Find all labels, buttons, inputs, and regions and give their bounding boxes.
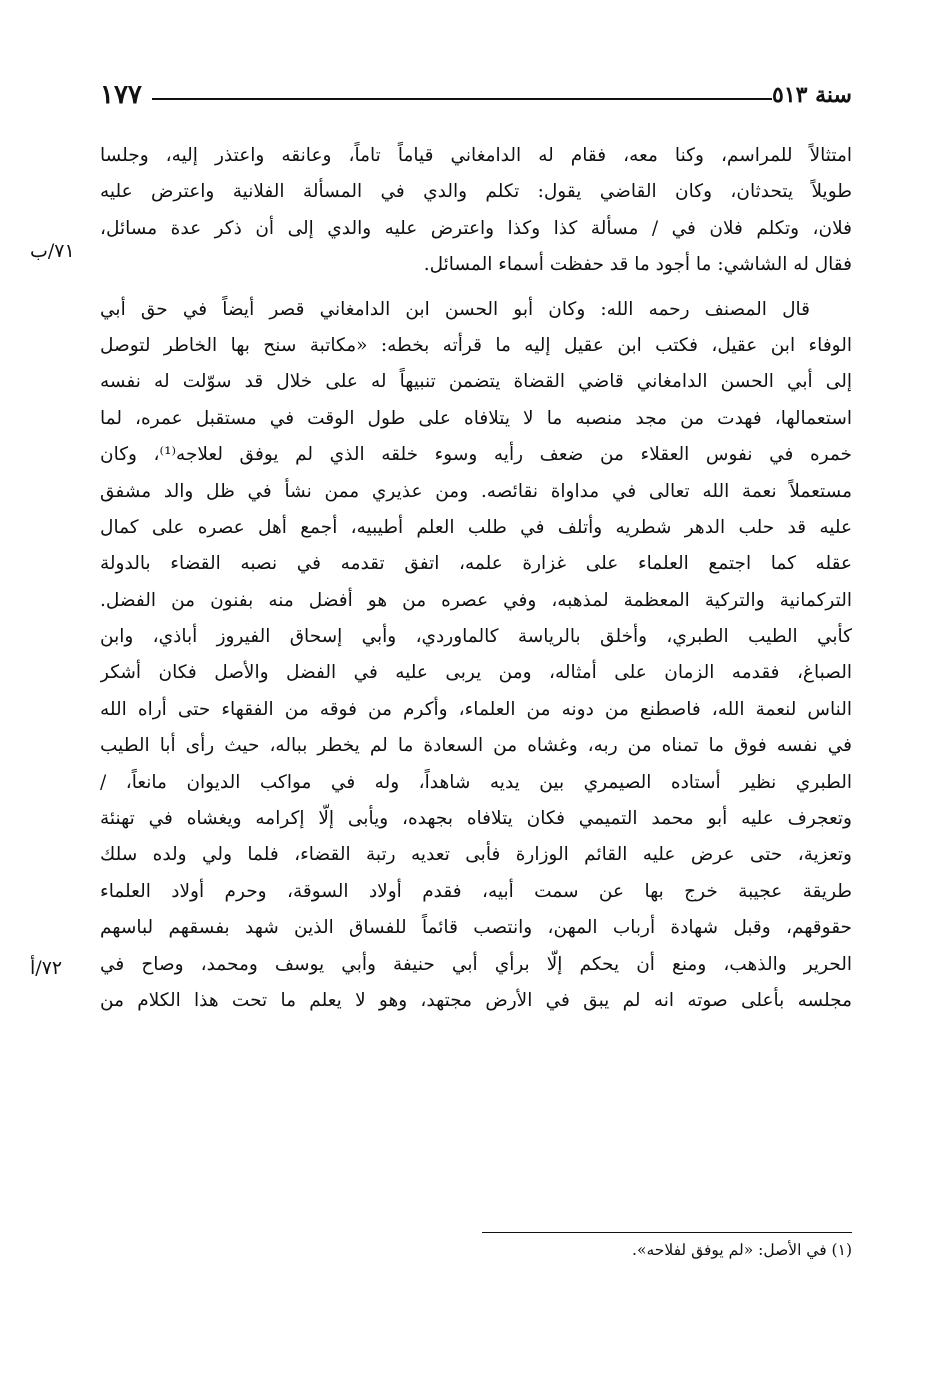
text-line: الناس لنعمة الله، فاصطنع من دونه من العلماء، وأكرم من فوقه من الفقهاء حتى أراه الله: [100, 698, 852, 720]
main-text: [100, 138, 852, 1019]
text-line: مجلسه بأعلى صوته انه لم يبق في الأرض مجتهد، وهو لا يعلم ما تحت هذا الكلام من: [100, 989, 852, 1011]
text-line: استعمالها، فهدت من مجد منصبه ما لا يتلافاه على طول الوقت في مستقبل عمره، لما: [100, 407, 852, 429]
text-line: الوفاء ابن عقيل، فكتب ابن عقيل إليه ما قرأته بخطه: «مكاتبة سنح بها الخاطر لتوصل: [100, 334, 852, 356]
page-number: ١٧٧: [100, 80, 142, 110]
header-year: سنة ٥١٣: [772, 82, 852, 108]
text-line: وتعزية، حتى عرض عليه القائم الوزارة فأبى تعديه رتبة القضاء، فلما ولي ولده سلك: [100, 844, 852, 866]
text-line: فقال له الشاشي: ما أجود ما قد حفظت أسماء المسائل.: [423, 254, 852, 276]
text-line: حقوقهم، وقبل شهادة أرباب المهن، وانتصب قائماً للفساق الذين شهد بفسقهم لباسهم: [100, 917, 852, 939]
text-line: الحرير والذهب، ومنع أن يحكم إلّا برأي أبي حنيفة وأبي يوسف ومحمد، وصاح في: [100, 953, 852, 975]
text-line: مستعملاً نعمة الله تعالى في مداواة نقائصه. ومن عذيري ممن نشأ في ظل والد مشفق: [100, 480, 852, 502]
text-line: كأبي الطيب الطبري، وأخلق بالرياسة كالماوردي، وأبي إسحاق الفيروز أباذي، وابن: [100, 626, 852, 648]
text-line: في نفسه فوق ما تمناه من ربه، وغشاه من السعادة ما لم يخطر بباله، حيث رأى أبا الطيب: [100, 735, 852, 757]
text-line: الصباغ، فقدمه الزمان على أمثاله، ومن يربى عليه في الفضل والأصل فكان أشكر: [100, 662, 852, 684]
text-line: طويلاً يتحدثان، وكان القاضي يقول: تكلم والدي في المسألة الفلانية واعترض عليه: [100, 181, 852, 203]
margin-folio-note: ٧٢/أ: [30, 957, 63, 979]
text-line: إلى أبي الحسن الدامغاني قاضي القضاة يتضمن تنبيهاً له على خلال قد سوّلت له نفسه: [100, 371, 852, 393]
footnote-rule: [482, 1232, 852, 1233]
text-line: قال المصنف رحمه الله: وكان أبو الحسن ابن الدامغاني قصر أيضاً في حق أبي: [100, 298, 810, 320]
text-line: امتثالاً للمراسم، وكنا معه، فقام له الدامغاني قياماً تاماً، وعانقه واعتذر إليه، وجلسا: [100, 145, 852, 166]
paragraph-gap: [100, 284, 852, 292]
text-line: طريقة عجيبة خرج بها عن سمت أبيه، فقدم أولاد السوقة، وحرم أولاد العلماء: [100, 880, 852, 902]
text-line: عليه قد حلب الدهر شطريه وأتلف في طلب العلم أطيبيه، أجمع أهل عصره على كمال: [100, 516, 852, 538]
text-line: الطبري نظير أستاده الصيمري بين يديه شاهداً، وله في مواكب الديوان مانعاً، /: [100, 771, 852, 793]
margin-folio-note: ٧١/ب: [30, 240, 75, 262]
text-line: عقله كما اجتمع العلماء على غزارة علمه، اتفق تقدمه في نصبه القضاء بالدولة: [100, 553, 852, 575]
text-line: التركمانية والتركية المعظمة لمذهبه، وفي عصره من هو أفضل منه بفنون من الفضل.: [100, 589, 852, 611]
running-header: [100, 78, 852, 118]
text-line: خمره في نفوس العقلاء من ضعف رأيه وسوء خلقه الذي لم يوفق لعلاجه⁽¹⁾، وكان: [100, 444, 852, 466]
header-rule: [152, 98, 772, 100]
text-line: فلان، وتكلم فلان في / مسألة كذا وكذا واعترض عليه والدي إلى أن ذكر عدة مسائل،: [100, 217, 852, 239]
text-line: وتعجرف عليه أبو محمد التميمي فكان يتلافاه بجهده، ويأبى إلّا إكرامه ويغشاه في تهنئة: [100, 808, 852, 830]
footnote: (١) في الأصل: «لم يوفق لفلاحه».: [632, 1241, 852, 1259]
